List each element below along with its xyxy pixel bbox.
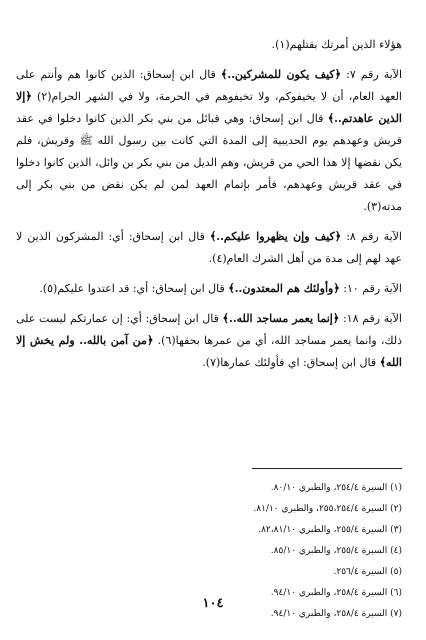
quran-quote: ﴿من آمن بالله.. ولم يخش إلا الله﴾ bbox=[16, 334, 402, 369]
verse-number-label: الآية رقم ١٠: bbox=[339, 282, 402, 295]
quran-quote: ﴿كيف وإن يظهروا عليكم..﴾ bbox=[209, 230, 342, 243]
footnote: (٣) السيرة ٢٥٥/٤، والطبري ٨٢،٨١/١٠. bbox=[258, 525, 402, 535]
main-text bbox=[16, 34, 402, 374]
commentary-text: قال ابن إسحاق: اي فأولئك عمارها(٧). bbox=[202, 356, 380, 369]
paragraph-intro bbox=[16, 34, 402, 56]
footnote: (٥) السيرة ٢٥٦/٤. bbox=[333, 567, 402, 577]
commentary-text: قال ابن إسحاق: أي: إن عمارتكم ليست على ذلك، وانما يعمر مساجد الله، أي من عمرها بحقها(٦). bbox=[16, 312, 402, 347]
paragraph-verse-18 bbox=[16, 308, 402, 374]
commentary-text: قال ابن إسحاق: أي: قد اعتدوا عليكم(٥). bbox=[39, 282, 229, 295]
commentary-text: قال ابن إسحاق: الذين كانوا هم وأنتم على العهد العام، أن لا يخيفوكم، ولا تخيفوهم في الحرمة، ولا في الشهر الحرام(٢) bbox=[16, 68, 402, 103]
paragraph-verse-10 bbox=[16, 278, 402, 300]
footnote: (٢) السيرة ٢٥٥،٢٥٤/٤، والطبري ٨١/١٠. bbox=[253, 504, 402, 514]
footnote: (١) السيرة ٢٥٤/٤، والطبري ٨٠/١٠. bbox=[270, 483, 402, 493]
verse-number-label: الآية رقم ٧: bbox=[341, 68, 402, 81]
quran-quote: ﴿وأولئك هم المعتدون..﴾ bbox=[228, 282, 340, 295]
quran-quote: ﴿كيف يكون للمشركين..﴾ bbox=[220, 68, 342, 81]
quran-quote: ﴿إلا الذين عاهدتم..﴾ bbox=[16, 90, 402, 125]
verse-number-label: الآية رقم ٨: bbox=[341, 230, 402, 243]
page-number: ١٠٤ bbox=[202, 596, 224, 611]
text-run: هؤلاء الذين أمرتك بقتلهم(١). bbox=[271, 38, 402, 51]
quran-quote: ﴿إنما يعمر مساجد الله..﴾ bbox=[222, 312, 340, 325]
paragraph-verse-7 bbox=[16, 64, 402, 218]
commentary-text: قال ابن إسحاق: أي: المشركون الذين لا عهد لهم إلى مدة من أهل الشرك العام(٤). bbox=[16, 230, 402, 265]
footnote: (٧) السيرة ٢٥٨/٤، والطبري ٩٤/١٠. bbox=[270, 609, 402, 619]
commentary-text: قال ابن إسحاق: وهي قبائل من بني بكر الذين كانوا دخلوا في عقد قريش وعهدهم يوم الحديبية إلى المدة التي كانت بين رسول الله ﷺ وقريش، فلم يكن نقضها إلا هذا الحي من قريش، وهم الديل من بني بكر بن وائل، الذين كانوا دخلوا في عقد قريش وعهدهم، فأمر بإتمام العهد لمن لم يكن نقض من بني بكر إلى مدته(٣). bbox=[16, 112, 402, 213]
footnote: (٤) السيرة ٢٥٥/٤، والطبري ٨٥/١٠. bbox=[270, 546, 402, 556]
verse-number-label: الآية رقم ١٨: bbox=[339, 312, 402, 325]
footnote: (٦) السيرة ٢٥٨/٤، والطبري ٩٤/١٠. bbox=[270, 588, 402, 598]
paragraph-verse-8 bbox=[16, 226, 402, 270]
footnote-divider bbox=[252, 468, 402, 469]
